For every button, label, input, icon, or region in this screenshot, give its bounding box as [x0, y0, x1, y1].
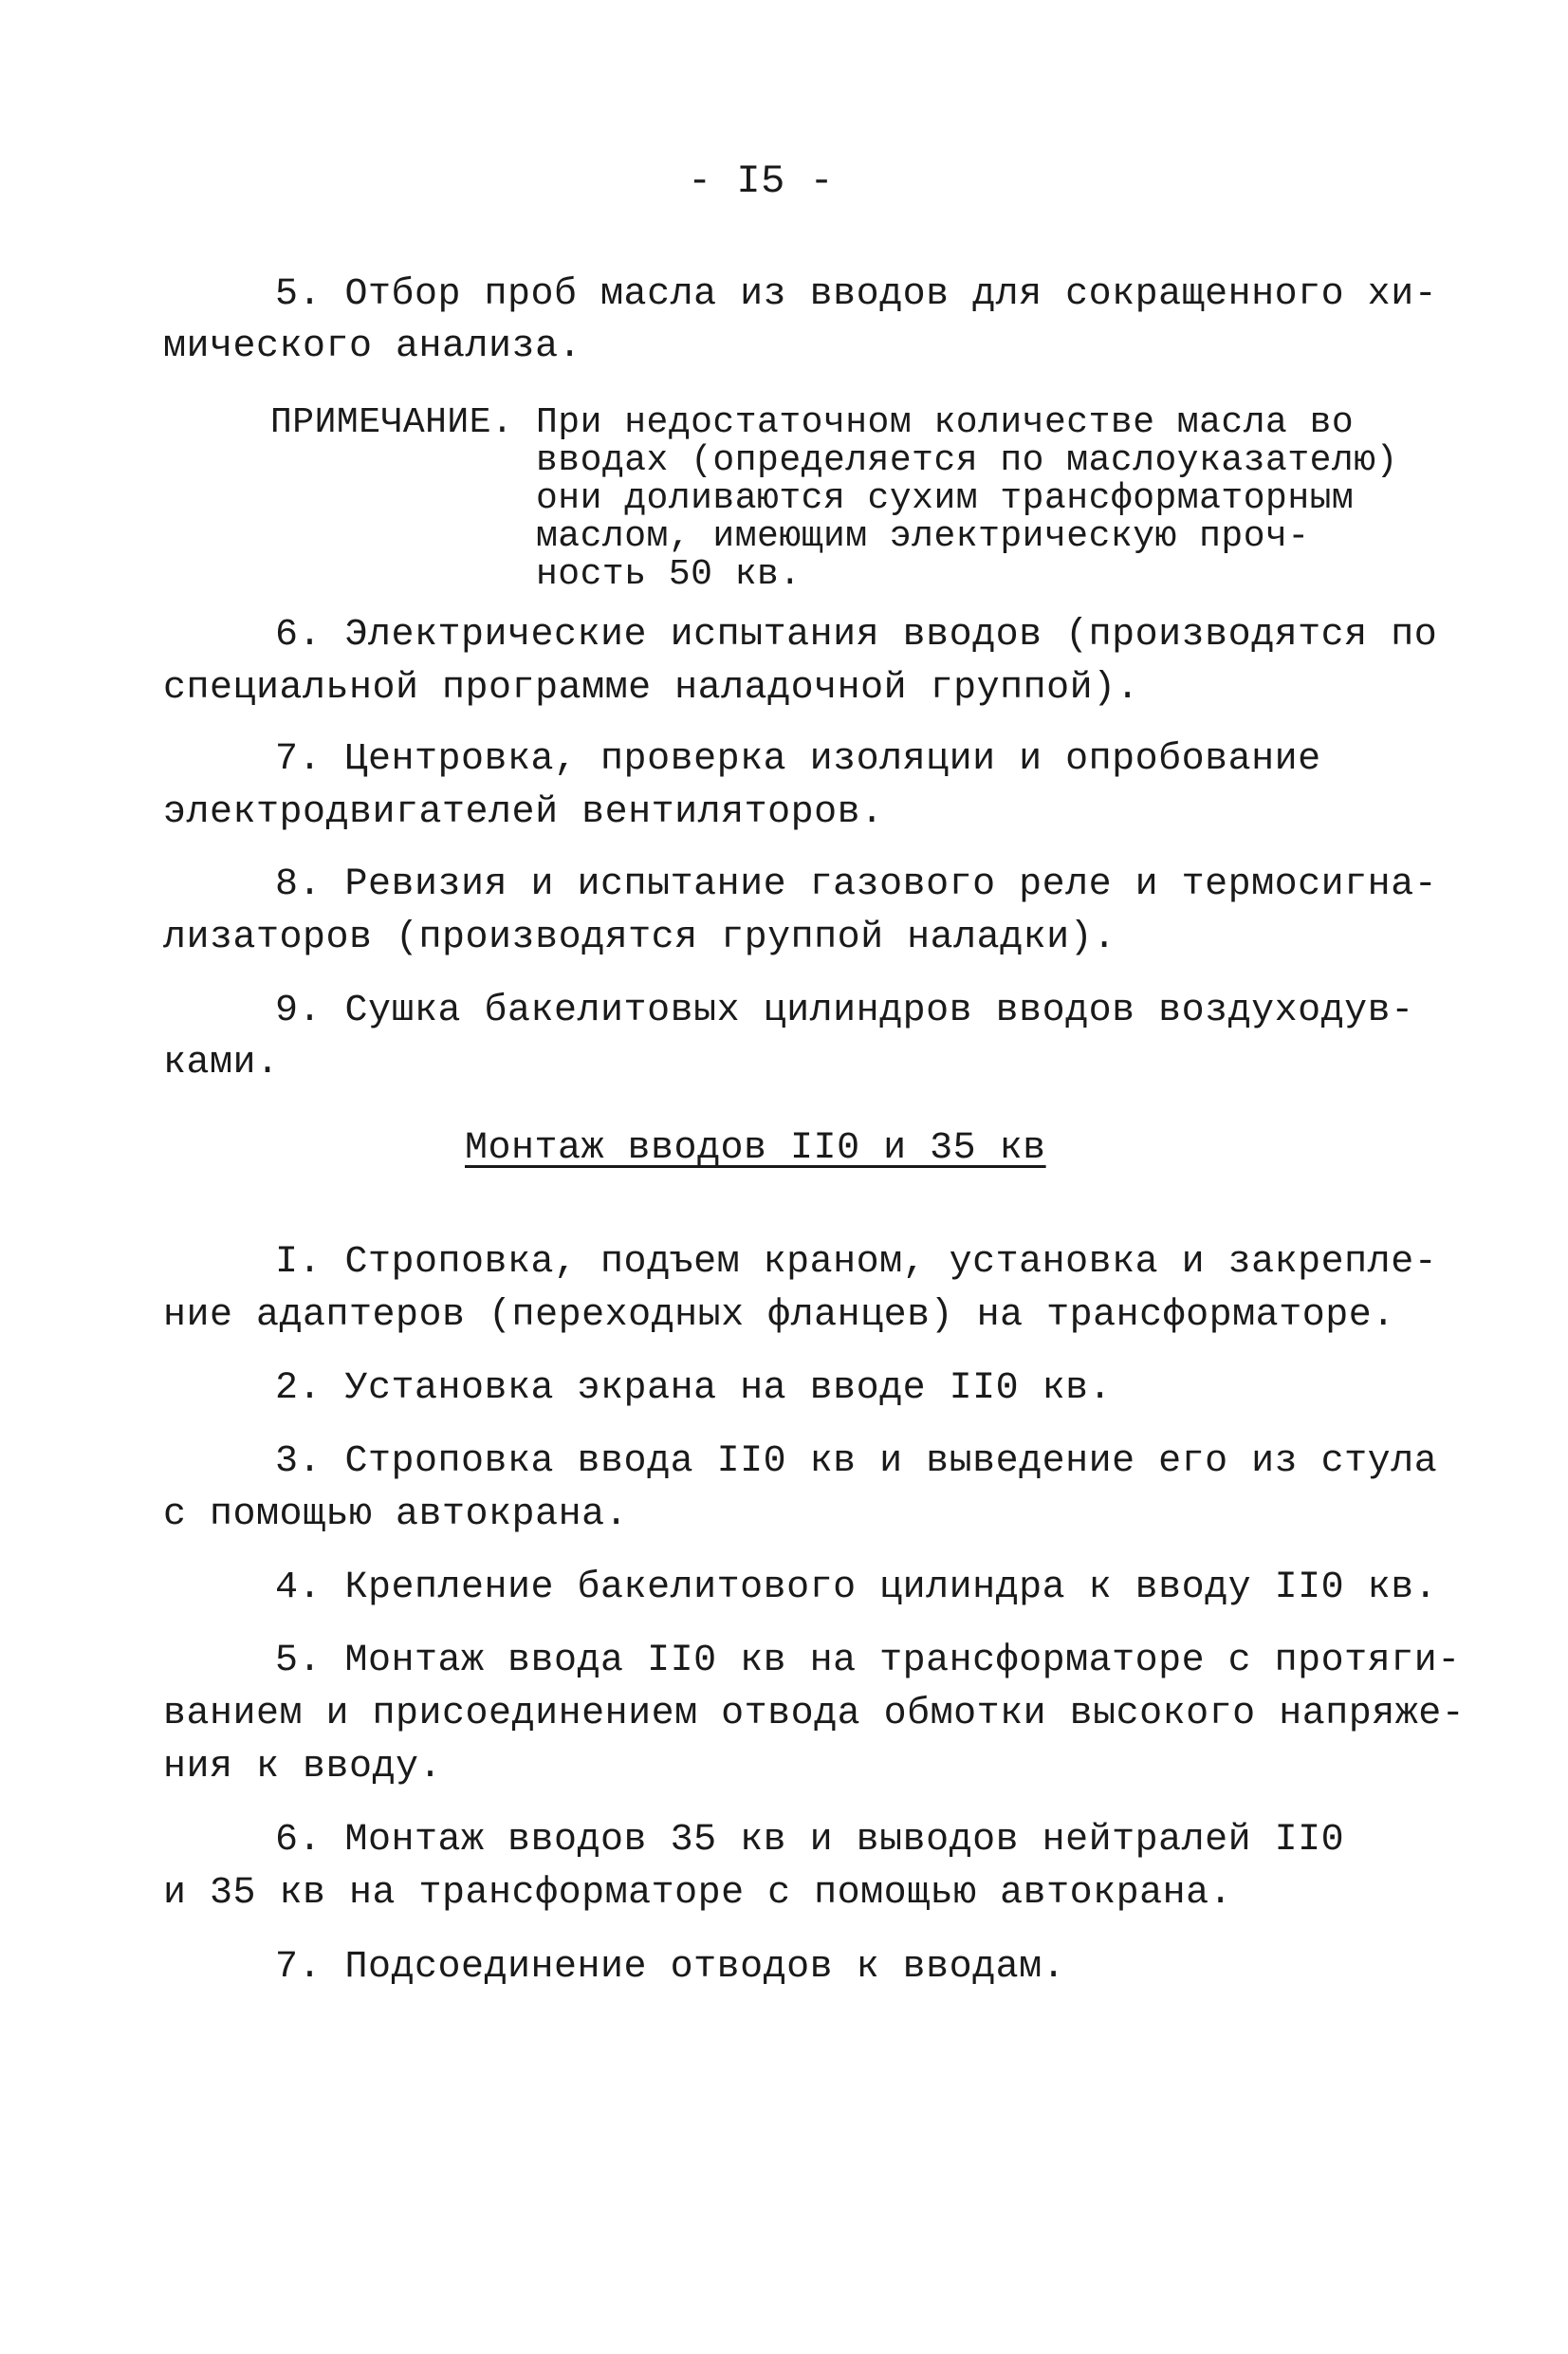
s2-item1-line1: I. Строповка, подъем краном, установка и закрепле-: [275, 1241, 1438, 1284]
s1-item9-line2: ками.: [163, 1042, 280, 1084]
s2-item5-line3: ния к вводу.: [163, 1746, 443, 1789]
s2-item5-line2: ванием и присоединением отвода обмотки высокого напряже-: [163, 1693, 1466, 1735]
s1-item9-line1: 9. Сушка бакелитовых цилиндров вводов воздуходув-: [275, 990, 1414, 1032]
s1-item5-line2: мического анализа.: [163, 325, 582, 368]
section-heading: Монтаж вводов II0 и 35 кв: [465, 1127, 1046, 1170]
s2-item6-line1: 6. Монтаж вводов 35 кв и выводов нейтралей II0: [275, 1819, 1345, 1862]
s1-item5-line1: 5. Отбор проб масла из вводов для сокращенного хи-: [275, 273, 1438, 316]
s1-item6-line2: специальной программе наладочной группой).: [163, 667, 1140, 710]
s1-item7-line2: электродвигателей вентиляторов.: [163, 791, 884, 834]
s1-item8-line2: лизаторов (производятся группой наладки).: [163, 917, 1116, 959]
s2-item1-line2: ние адаптеров (переходных фланцев) на трансформаторе.: [163, 1294, 1395, 1337]
s2-item3-line1: 3. Строповка ввода II0 кв и выведение его из стула: [275, 1440, 1438, 1483]
note-line-1: При недостаточном количестве масла во: [536, 402, 1355, 443]
s2-item2-line1: 2. Установка экрана на вводе II0 кв.: [275, 1367, 1113, 1410]
note-line-5: ность 50 кв.: [536, 554, 802, 595]
s2-item5-line1: 5. Монтаж ввода II0 кв на трансформаторе с протяги-: [275, 1640, 1461, 1682]
s2-item6-line2: и 35 кв на трансформаторе с помощью автокрана.: [163, 1872, 1233, 1915]
note-line-4: маслом, имеющим электрическую проч-: [536, 516, 1310, 557]
s2-item7-line1: 7. Подсоединение отводов к вводам.: [275, 1946, 1066, 1989]
note-line-2: вводах (определяется по маслоуказателю): [536, 440, 1398, 481]
note-line-3: они доливаются сухим трансформаторным: [536, 478, 1355, 519]
note-label: ПРИМЕЧАНИЕ.: [270, 402, 514, 443]
s1-item7-line1: 7. Центровка, проверка изоляции и опробование: [275, 738, 1321, 781]
s1-item8-line1: 8. Ревизия и испытание газового реле и термосигна-: [275, 863, 1438, 906]
s2-item3-line2: с помощью автокрана.: [163, 1493, 629, 1536]
page-number: - I5 -: [688, 158, 835, 204]
s2-item4-line1: 4. Крепление бакелитового цилиндра к вводу II0 кв.: [275, 1566, 1438, 1609]
s1-item6-line1: 6. Электрические испытания вводов (производятся по: [275, 614, 1438, 657]
